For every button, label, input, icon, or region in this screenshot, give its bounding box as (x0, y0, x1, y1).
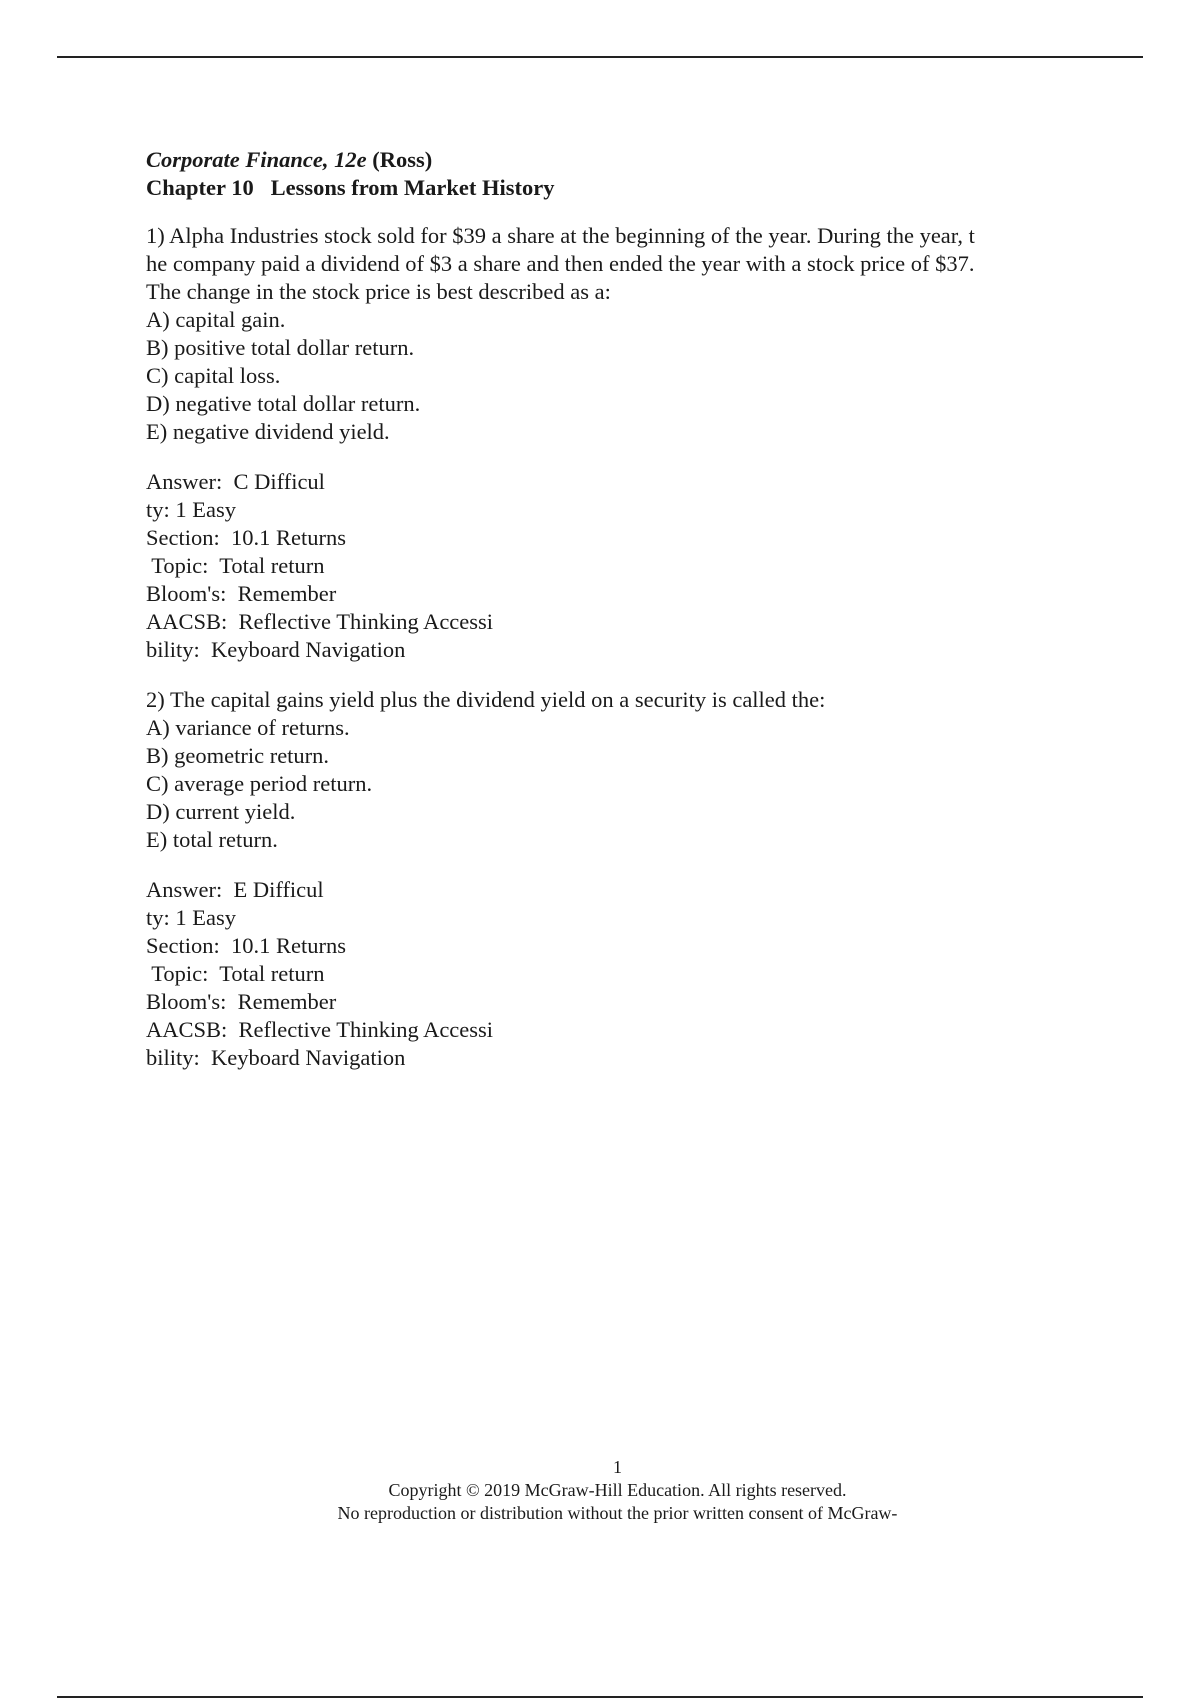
meta-line: Bloom's: Remember (146, 581, 337, 606)
meta-line: ty: 1 Easy (146, 497, 236, 522)
book-title: Corporate Finance, 12e (146, 147, 367, 172)
page-number: 1 (613, 1457, 622, 1477)
meta-line: bility: Keyboard Navigation (146, 1045, 406, 1070)
book-author: (Ross) (372, 147, 433, 172)
page-content (146, 146, 1086, 1094)
copyright-notice: Copyright © 2019 McGraw-Hill Education. All rights reserved. (388, 1480, 847, 1500)
document-header (146, 146, 1086, 202)
meta-line: Bloom's: Remember (146, 989, 337, 1014)
bottom-rule (57, 1696, 1143, 1698)
answer-metadata-1 (146, 468, 1086, 664)
meta-line: Answer: E Difficul (146, 877, 324, 902)
question-stem-line: 2) The capital gains yield plus the dividend yield on a security is called the: (146, 687, 826, 712)
meta-line: Topic: Total return (146, 553, 325, 578)
meta-line: AACSB: Reflective Thinking Accessi (146, 1017, 494, 1042)
question-2 (146, 686, 1086, 854)
answer-option-c: C) capital loss. (146, 363, 281, 388)
answer-option-e: E) total return. (146, 827, 278, 852)
answer-option-b: B) geometric return. (146, 743, 330, 768)
answer-option-b: B) positive total dollar return. (146, 335, 415, 360)
answer-option-d: D) negative total dollar return. (146, 391, 421, 416)
answer-option-a: A) capital gain. (146, 307, 286, 332)
chapter-title: Chapter 10 Lessons from Market History (146, 175, 555, 200)
answer-option-c: C) average period return. (146, 771, 373, 796)
meta-line: bility: Keyboard Navigation (146, 637, 406, 662)
reproduction-notice: No reproduction or distribution without the prior written consent of McGraw- (337, 1503, 898, 1523)
answer-option-a: A) variance of returns. (146, 715, 350, 740)
answer-option-d: D) current yield. (146, 799, 296, 824)
meta-line: Section: 10.1 Returns (146, 525, 346, 550)
book-title-row (146, 146, 1086, 174)
question-stem-line: he company paid a dividend of $3 a share and then ended the year with a stock price of $37. (146, 251, 975, 276)
page-footer (0, 1456, 1200, 1525)
meta-line: AACSB: Reflective Thinking Accessi (146, 609, 494, 634)
meta-line: ty: 1 Easy (146, 905, 236, 930)
meta-line: Section: 10.1 Returns (146, 933, 346, 958)
question-stem-line: 1) Alpha Industries stock sold for $39 a share at the beginning of the year. During the year, t (146, 223, 975, 248)
top-rule (57, 56, 1143, 58)
question-1 (146, 222, 1086, 446)
meta-line: Answer: C Difficul (146, 469, 325, 494)
answer-metadata-2 (146, 876, 1086, 1072)
meta-line: Topic: Total return (146, 961, 325, 986)
question-stem-line: The change in the stock price is best described as a: (146, 279, 611, 304)
answer-option-e: E) negative dividend yield. (146, 419, 390, 444)
